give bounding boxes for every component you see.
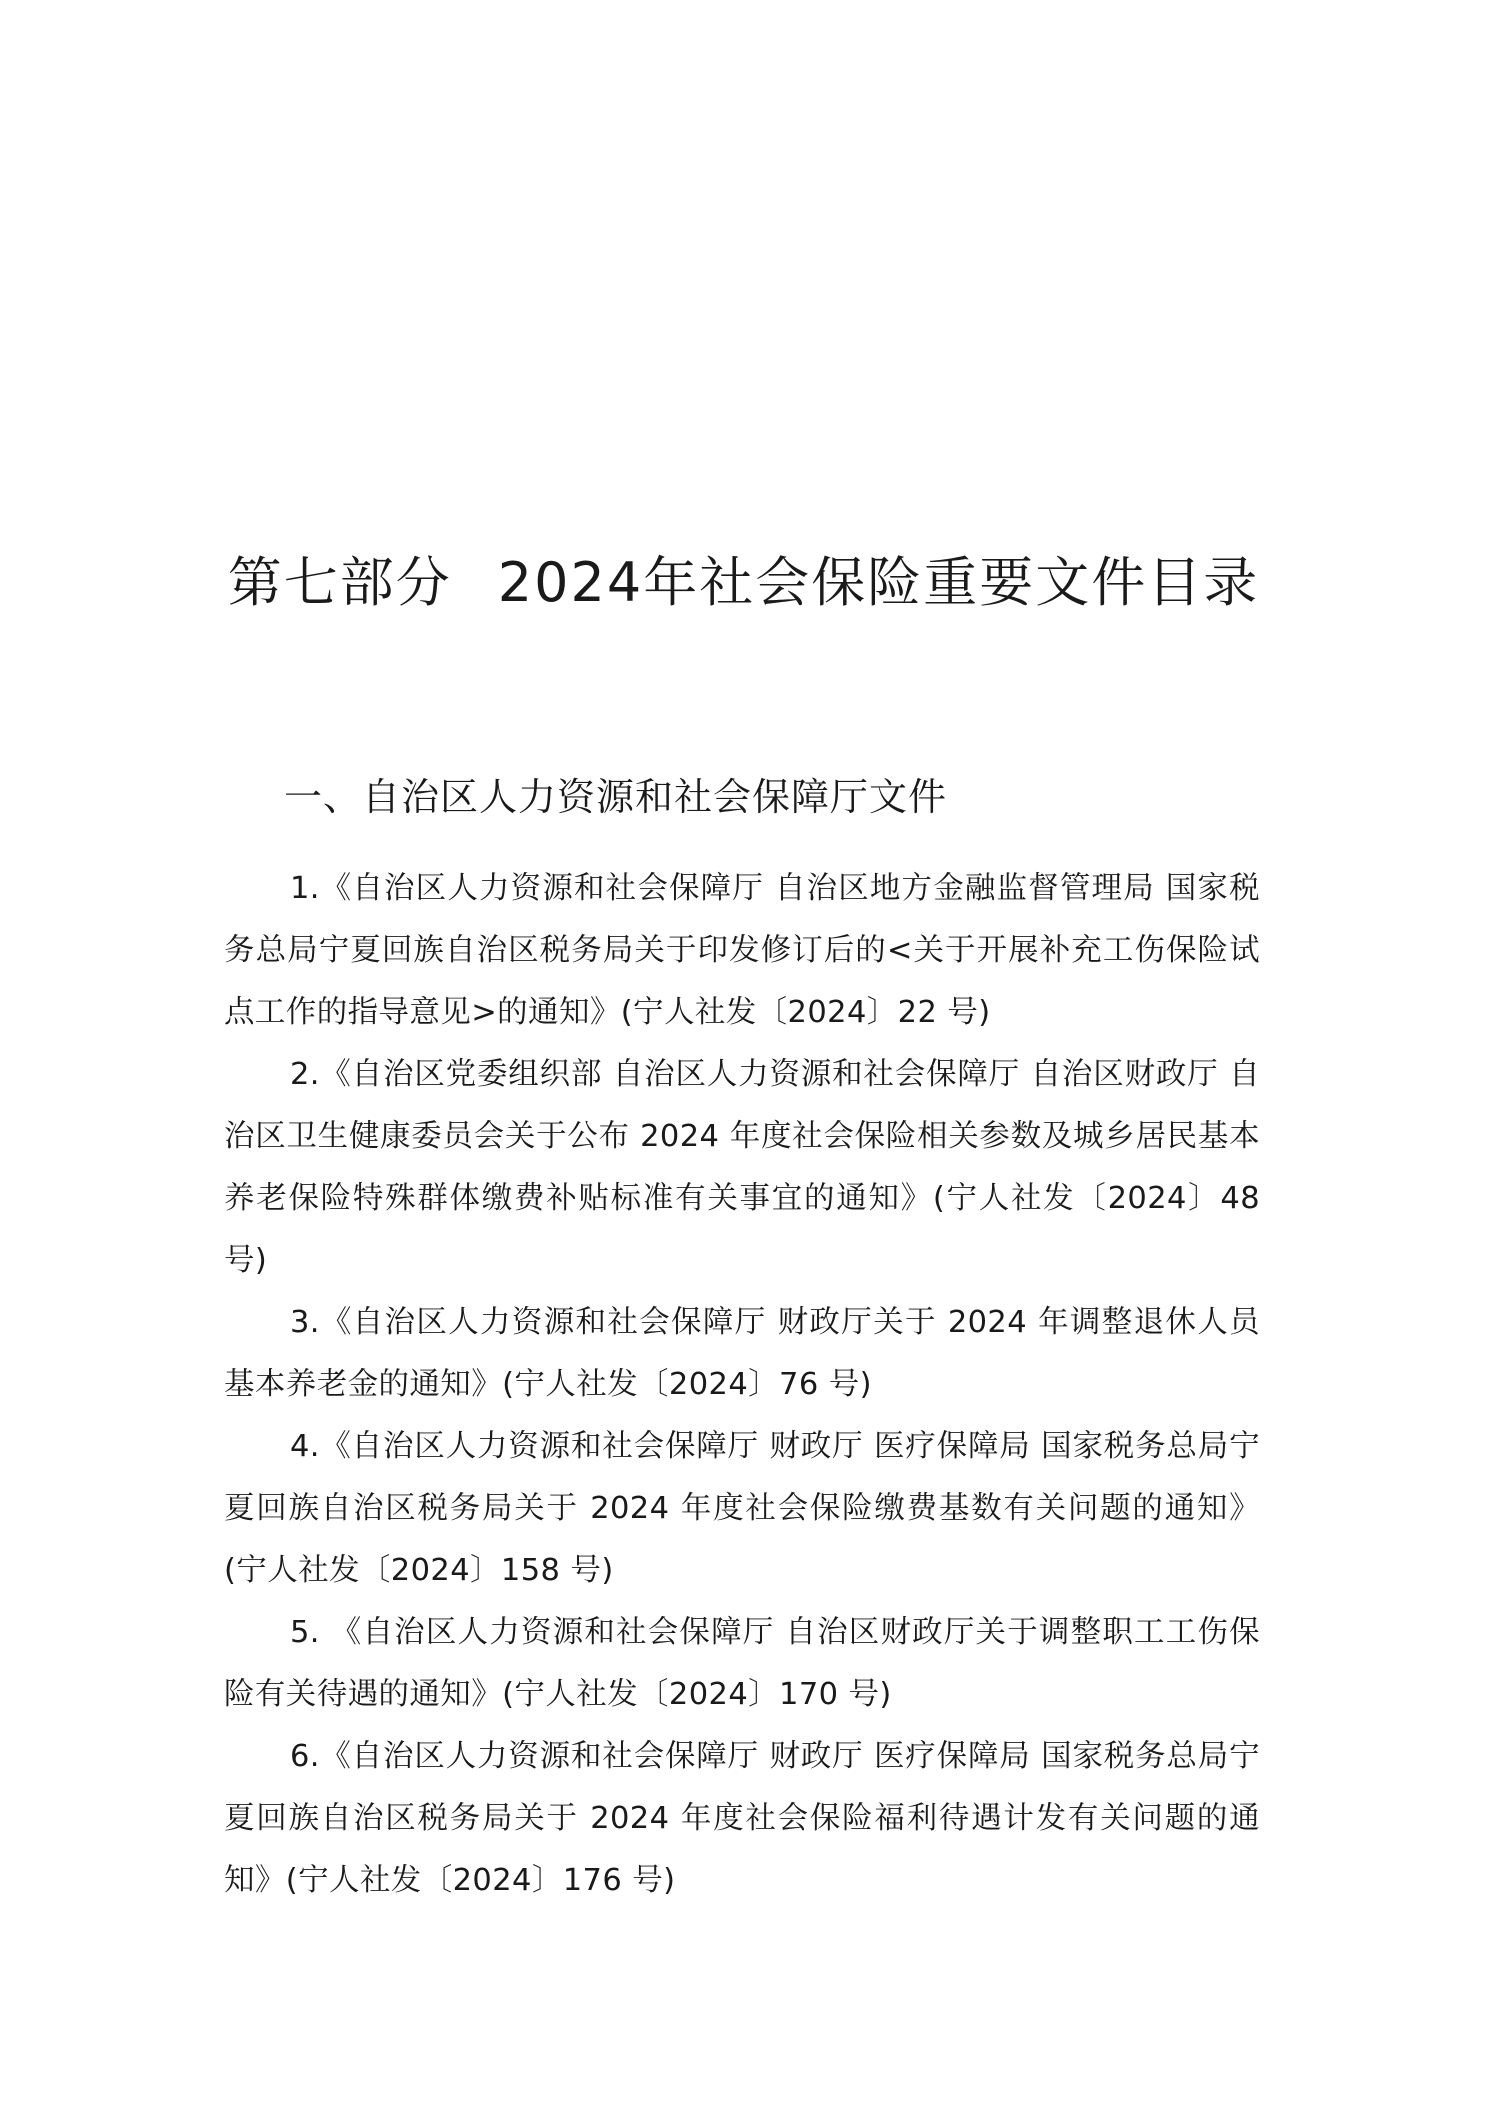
- section-heading: 一、自治区人力资源和社会保障厅文件: [284, 775, 948, 819]
- document-item: 6.《自治区人力资源和社会保障厅 财政厅 医疗保障局 国家税务总局宁夏回族自治区税务局关于 2024 年度社会保险福利待遇计发有关问题的通知》(宁人社发〔2024〕176 号): [224, 1739, 1260, 1898]
- page-title: [0, 548, 1487, 618]
- document-item: 5. 《自治区人力资源和社会保障厅 自治区财政厅关于调整职工工伤保险有关待遇的通知》(宁人社发〔2024〕170 号): [224, 1615, 1260, 1712]
- document-item: 4.《自治区人力资源和社会保障厅 财政厅 医疗保障局 国家税务总局宁夏回族自治区税务局关于 2024 年度社会保险缴费基数有关问题的通知》(宁人社发〔2024〕158 号): [224, 1429, 1260, 1588]
- document-item: 3.《自治区人力资源和社会保障厅 财政厅关于 2024 年调整退休人员基本养老金的通知》(宁人社发〔2024〕76 号): [224, 1305, 1260, 1402]
- title-text: 2024年社会保险重要文件目录: [497, 551, 1260, 614]
- document-item: 2.《自治区党委组织部 自治区人力资源和社会保障厅 自治区财政厅 自治区卫生健康委员会关于公布 2024 年度社会保险相关参数及城乡居民基本养老保险特殊群体缴费补贴标准有关事宜的通知》(宁人社发〔2024〕48 号): [224, 1057, 1260, 1278]
- document-list: [224, 858, 1260, 1912]
- document-item: 1.《自治区人力资源和社会保障厅 自治区地方金融监督管理局 国家税务总局宁夏回族自治区税务局关于印发修订后的<关于开展补充工伤保险试点工作的指导意见>的通知》(宁人社发〔2024〕22 号): [224, 871, 1260, 1030]
- title-part: 第七部分: [227, 551, 452, 614]
